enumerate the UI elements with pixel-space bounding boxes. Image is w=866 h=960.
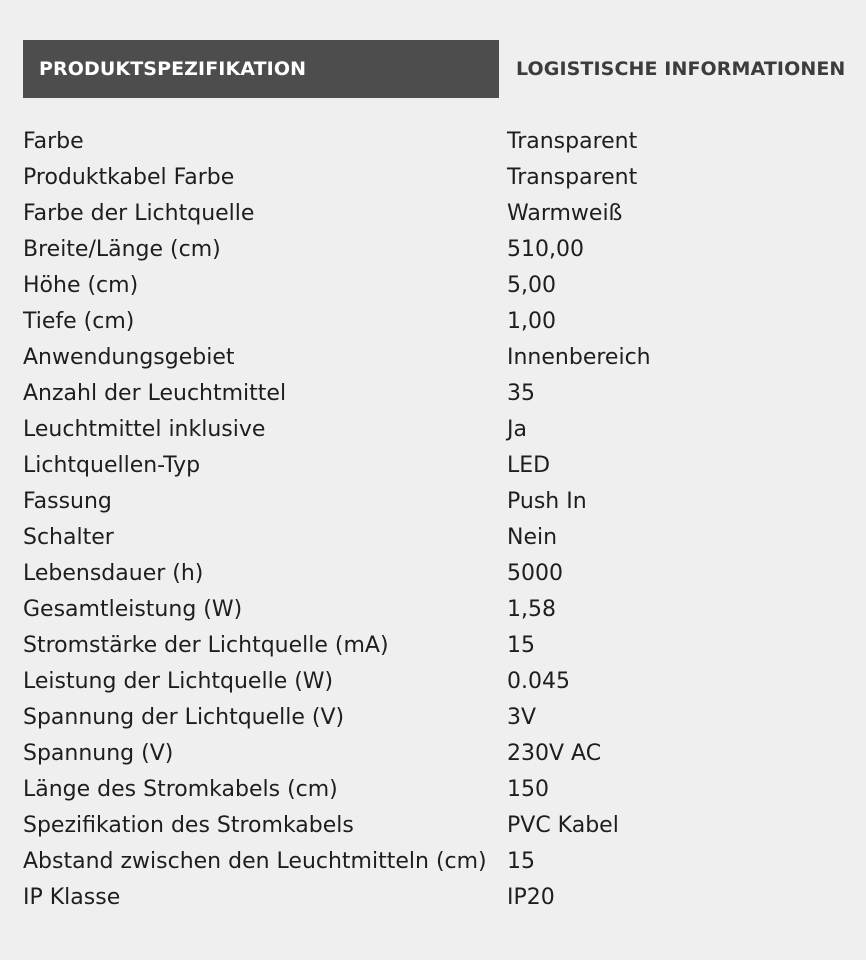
spec-row xyxy=(23,340,853,376)
tab-label: LOGISTISCHE INFORMATIONEN xyxy=(516,58,846,80)
spec-label: Anzahl der Leuchtmittel xyxy=(23,381,287,406)
tab-bar xyxy=(23,40,866,98)
spec-label: Lebensdauer (h) xyxy=(23,561,204,586)
spec-value: 35 xyxy=(507,381,535,406)
spec-label: Höhe (cm) xyxy=(23,273,139,298)
spec-value: Transparent xyxy=(507,129,638,154)
spec-value: 0.045 xyxy=(507,669,570,694)
spec-value: PVC Kabel xyxy=(507,813,619,838)
spec-row xyxy=(23,304,853,340)
spec-label: Farbe der Lichtquelle xyxy=(23,201,255,226)
spec-row xyxy=(23,196,853,232)
spec-label: Leistung der Lichtquelle (W) xyxy=(23,669,334,694)
spec-label: IP Klasse xyxy=(23,885,121,910)
spec-row xyxy=(23,700,853,736)
spec-value: Innenbereich xyxy=(507,345,651,370)
spec-row xyxy=(23,628,853,664)
spec-row xyxy=(23,448,853,484)
spec-value: 15 xyxy=(507,849,535,874)
spec-label: Spannung (V) xyxy=(23,741,174,766)
spec-label: Breite/Länge (cm) xyxy=(23,237,221,262)
spec-row xyxy=(23,808,853,844)
spec-value: 1,00 xyxy=(507,309,556,334)
spec-value: 510,00 xyxy=(507,237,584,262)
spec-label: Abstand zwischen den Leuchtmitteln (cm) xyxy=(23,849,487,874)
spec-value: 150 xyxy=(507,777,549,802)
spec-row xyxy=(23,376,853,412)
spec-row xyxy=(23,556,853,592)
spec-row xyxy=(23,880,853,916)
tab-logistische-informationen[interactable] xyxy=(499,40,866,98)
spec-value: Transparent xyxy=(507,165,638,190)
spec-row xyxy=(23,232,853,268)
spec-row xyxy=(23,268,853,304)
spec-label: Lichtquellen-Typ xyxy=(23,453,201,478)
spec-row xyxy=(23,520,853,556)
spec-label: Farbe xyxy=(23,129,84,154)
spec-value: 1,58 xyxy=(507,597,556,622)
spec-row xyxy=(23,160,853,196)
spec-value: Warmweiß xyxy=(507,201,623,226)
spec-value: Ja xyxy=(507,417,527,442)
spec-row xyxy=(23,736,853,772)
spec-row xyxy=(23,124,853,160)
spec-label: Spezifikation des Stromkabels xyxy=(23,813,354,838)
spec-label: Spannung der Lichtquelle (V) xyxy=(23,705,345,730)
spec-row xyxy=(23,412,853,448)
spec-value: Push In xyxy=(507,489,587,514)
spec-value: Nein xyxy=(507,525,558,550)
spec-value: IP20 xyxy=(507,885,555,910)
spec-label: Tiefe (cm) xyxy=(23,309,135,334)
spec-row xyxy=(23,484,853,520)
spec-value: 15 xyxy=(507,633,535,658)
spec-value: LED xyxy=(507,453,551,478)
spec-label: Fassung xyxy=(23,489,112,514)
spec-row xyxy=(23,592,853,628)
spec-label: Anwendungsgebiet xyxy=(23,345,235,370)
tab-produktspezifikation[interactable] xyxy=(23,40,499,98)
spec-row xyxy=(23,844,853,880)
spec-label: Produktkabel Farbe xyxy=(23,165,235,190)
spec-value: 3V xyxy=(507,705,537,730)
spec-label: Leuchtmittel inklusive xyxy=(23,417,266,442)
spec-value: 230V AC xyxy=(507,741,602,766)
tab-label: PRODUKTSPEZIFIKATION xyxy=(39,58,307,80)
spec-label: Gesamtleistung (W) xyxy=(23,597,243,622)
spec-value: 5,00 xyxy=(507,273,556,298)
spec-row xyxy=(23,664,853,700)
spec-label: Schalter xyxy=(23,525,114,550)
spec-row xyxy=(23,772,853,808)
spec-label: Stromstärke der Lichtquelle (mA) xyxy=(23,633,389,658)
spec-label: Länge des Stromkabels (cm) xyxy=(23,777,338,802)
spec-table xyxy=(23,124,853,916)
spec-value: 5000 xyxy=(507,561,563,586)
